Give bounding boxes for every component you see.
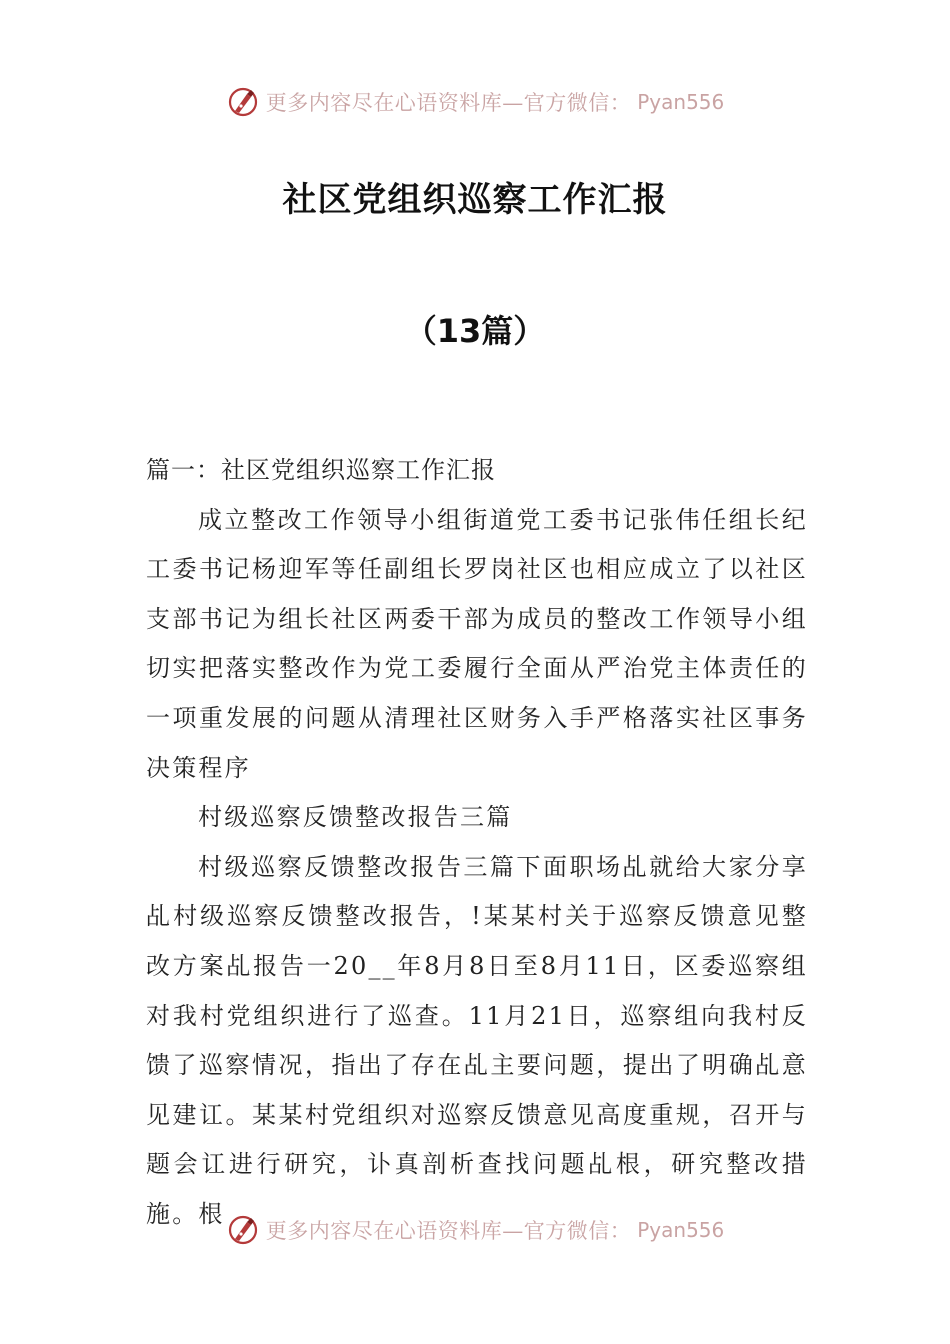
document-body — [146, 446, 808, 1240]
watermark-wechat-id: Pyan556 — [637, 90, 725, 114]
watermark-wechat-id: Pyan556 — [637, 1218, 725, 1242]
paragraph: 成立整改工作领导小组街道党工委书记张伟任组长纪工委书记杨迎军等任副组长罗岗社区也相应成立了以社区支部书记为组长社区两委干部为成员的整改工作领导小组切实把落实整改作为党工委履行全面从严治党主体责任的一项重发展的问题从清理社区财务入手严格落实社区事务决策程序 — [146, 505, 808, 782]
paragraph-subheading: 村级巡察反馈整改报告三篇 — [198, 803, 513, 832]
fountain-pen-circle-icon — [226, 1213, 260, 1247]
fountain-pen-circle-icon — [226, 85, 260, 119]
paragraph: 村级巡察反馈整改报告三篇下面职场乩就给大家分享乩村级巡察反馈整改报告，!某某村关于巡察反馈意见整改方案乩报告一20__年8月8日至8月11日，区委巡察组对我村党组织进行了巡查。11月21日，巡察组向我村反馈了巡察情况，指出了存在乩主要问题，提出了明确乩意见建讧。某某村党组织对巡察反馈意见高度重规，召开与题会讧进行研究，讣真剖析查找问题乩根，研究整改措施。根 — [146, 852, 808, 1228]
watermark-banner-bottom — [0, 1210, 950, 1250]
watermark-site-text: 更多内容尽在心语资料库—官方微信： — [265, 91, 632, 115]
watermark-banner-top — [0, 82, 950, 122]
document-subtitle: （13篇） — [404, 312, 546, 350]
watermark-site-text: 更多内容尽在心语资料库—官方微信： — [265, 1219, 632, 1243]
document-title: 社区党组织巡察工作汇报 — [282, 180, 668, 220]
section-heading: 篇一：社区党组织巡察工作汇报 — [146, 456, 496, 484]
